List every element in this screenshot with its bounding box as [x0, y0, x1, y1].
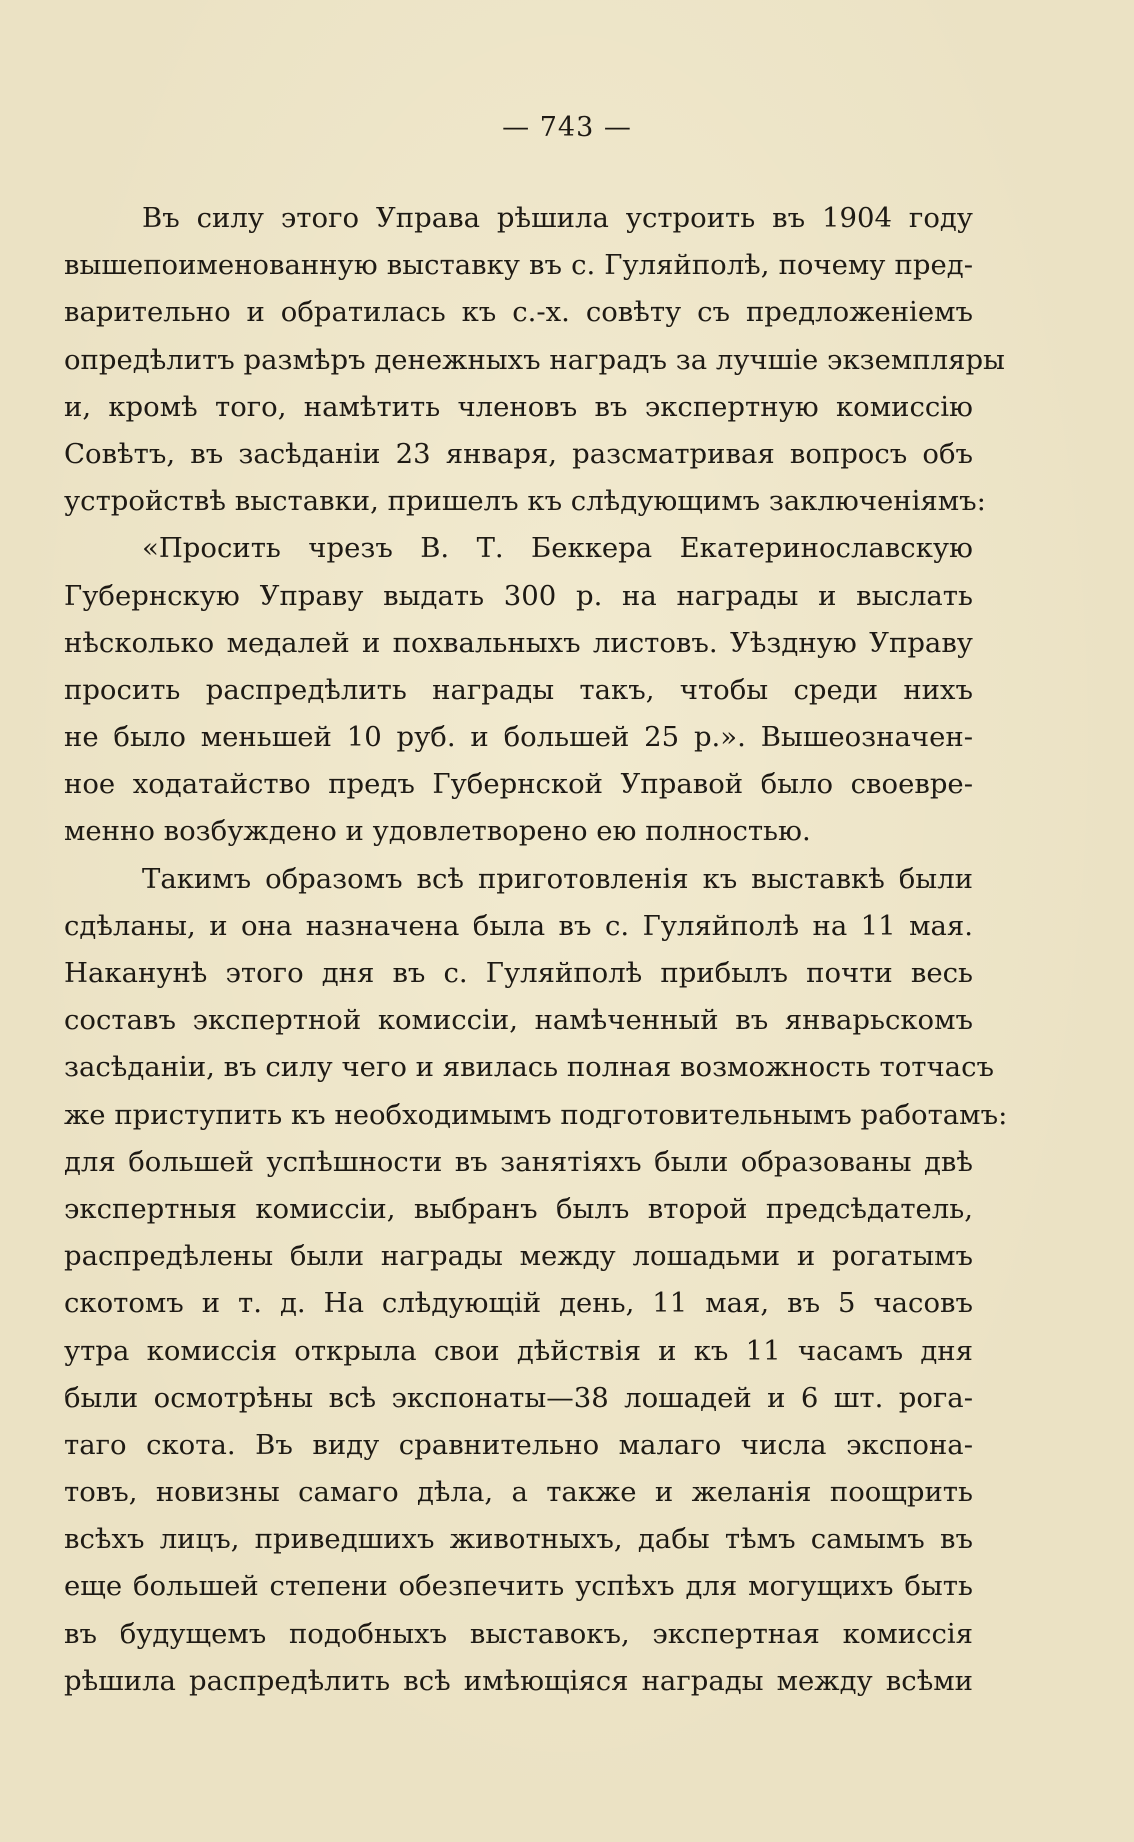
text-line: варительно и обратилась къ с.-х. совѣту съ предложеніемъ — [64, 296, 973, 329]
text-line: устройствѣ выставки, пришелъ къ слѣдующимъ заключеніямъ: — [64, 485, 986, 518]
text-line: засѣданіи, въ силу чего и явилась полная возможность тотчасъ — [64, 1051, 994, 1084]
text-line: всѣхъ лицъ, приведшихъ животныхъ, дабы тѣмъ самымъ въ — [64, 1523, 973, 1556]
text-line: сдѣланы, и она назначена была въ с. Гуляйполѣ на 11 мая. — [64, 909, 973, 942]
text-line: для большей успѣшности въ занятіяхъ были образованы двѣ — [64, 1145, 973, 1178]
text-line: таго скота. Въ виду сравнительно малаго числа экспона- — [64, 1428, 973, 1461]
text-line: въ будущемъ подобныхъ выставокъ, экспертная комиссія — [64, 1617, 973, 1650]
text-line: Наканунѣ этого дня въ с. Гуляйполѣ прибылъ почти весь — [64, 957, 973, 989]
text-line: экспертныя комиссіи, выбранъ былъ второй предсѣдатель, — [64, 1192, 973, 1225]
text-line: товъ, новизны самаго дѣла, а также и желанія поощрить — [64, 1476, 973, 1509]
text-line: были осмотрѣны всѣ экспонаты—38 лошадей и 6 шт. рога- — [64, 1381, 973, 1414]
text-line: составъ экспертной комиссіи, намѣченный въ январьскомъ — [64, 1004, 973, 1037]
text-line: ное ходатайство предъ Губернской Управой было своевре- — [64, 768, 973, 801]
text-line: же приступить къ необходимымъ подготовительнымъ работамъ: — [64, 1098, 1008, 1131]
text-line: просить распредѣлить награды такъ, чтобы среди нихъ — [64, 673, 973, 706]
text-line: нѣсколько медалей и похвальныхъ листовъ. Уѣздную Управу — [64, 626, 973, 659]
text-line: опредѣлитъ размѣръ денежныхъ наградъ за лучшіе экземпляры — [64, 343, 1005, 376]
text-line: Такимъ образомъ всѣ приготовленія къ выставкѣ были — [142, 862, 973, 895]
text-line: менно возбуждено и удовлетворено ею полностью. — [64, 815, 811, 848]
page-number: — 743 — — [502, 112, 632, 143]
text-line: скотомъ и т. д. На слѣдующій день, 11 мая, въ 5 часовъ — [64, 1287, 973, 1320]
text-line: Губернскую Управу выдать 300 р. на награды и выслать — [64, 579, 973, 612]
text-line: не было меньшей 10 руб. и большей 25 р.». Вышеозначен- — [64, 721, 973, 754]
text-line: вышепоименованную выставку въ с. Гуляйполѣ, почему пред- — [64, 249, 973, 282]
text-line: еще большей степени обезпечить успѣхъ для могущихъ быть — [64, 1570, 973, 1603]
text-line: Совѣтъ, въ засѣданіи 23 января, разсматривая вопросъ объ — [64, 437, 973, 470]
text-line: и, кромѣ того, намѣтить членовъ въ экспертную комиссію — [64, 390, 973, 423]
text-line: Въ силу этого Управа рѣшила устроить въ 1904 году — [142, 202, 973, 234]
text-line: распредѣлены были награды между лошадьми и рогатымъ — [64, 1240, 973, 1273]
text-line: утра комиссія открыла свои дѣйствія и къ 11 часамъ дня — [64, 1334, 973, 1367]
text-line: «Просить чрезъ В. Т. Беккера Екатеринославскую — [142, 532, 973, 565]
text-line: рѣшила распредѣлить всѣ имѣющіяся награды между всѣми — [64, 1664, 973, 1697]
body-text — [64, 195, 1008, 1705]
